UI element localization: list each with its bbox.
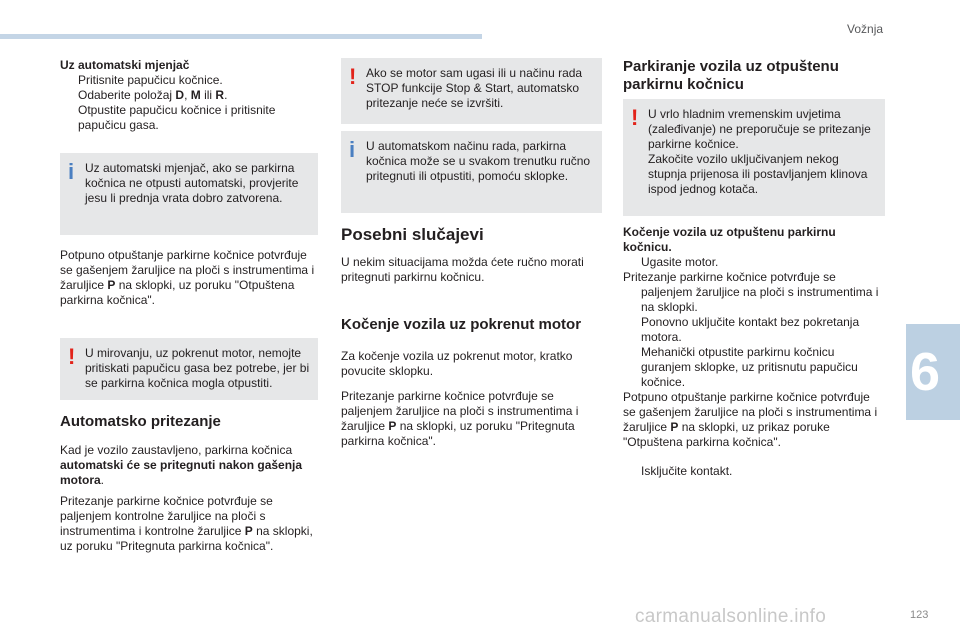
auto-apply-heading: Automatsko pritezanje: [60, 413, 221, 430]
special-cases-paragraph: U nekim situacijama možda ćete ručno morati pritegnuti parkirnu kočnicu.: [341, 255, 584, 284]
chapter-number: 6: [910, 342, 941, 402]
braking-procedure: [623, 225, 885, 390]
list-item: Isključite kontakt.: [641, 464, 733, 478]
info-note: i U automatskom načinu rada, parkirna kočnica može se u svakom trenutku ručno pritegnuti ili otpustiti, pomoću sklopke.: [341, 131, 602, 213]
release-confirm-paragraph: Potpuno otpuštanje parkirne kočnice potvrđuje se gašenjem žaruljice na ploči s instrumentima i žaruljice P na sklopki, uz poruku "Otpuštena parkirna kočnica".: [60, 248, 315, 307]
list-item: Pritisnite papučicu kočnice.: [78, 73, 223, 87]
list-item: Mehanički otpustite parkirnu kočnicu guranjem sklopke, uz pritisnutu papučicu kočnice.: [641, 345, 858, 389]
running-engine-confirm-paragraph: Pritezanje parkirne kočnice potvrđuje se paljenjem žaruljice na ploči s instrumentima i žaruljice P na sklopki, uz poruku "Pritegnuta parkirna kočnica".: [341, 389, 579, 448]
auto-gearbox-title: Uz automatski mjenjač: [60, 58, 190, 72]
list-item: Otpustite papučicu kočnice i pritisnite papučicu gasa.: [78, 103, 276, 132]
warning-icon: !: [349, 64, 357, 89]
warning-note: ! U vrlo hladnim vremenskim uvjetima (zaleđivanje) ne preporučuje se pritezanje parkirne kočnice. Zakočite vozilo uključivanjem nekog stupnja prijenosa ili postavljanjem klinova ispod jednog kotača.: [623, 99, 885, 216]
warning-note: ! Ako se motor sam ugasi ili u načinu rada STOP funkcije Stop & Start, automatsko pritezanje neće se izvršiti.: [341, 58, 602, 124]
list-item: Ugasite motor.: [641, 255, 719, 269]
info-note: i Uz automatski mjenjač, ako se parkirna kočnica ne otpusti automatski, provjerite jesu li prednja vrata dobro zatvorena.: [60, 153, 318, 235]
release-confirm-paragraph: Potpuno otpuštanje parkirne kočnice potvrđuje se gašenjem žaruljice na ploči s instrumentima i žaruljice P na sklopki, uz prikaz poruke "Otpuštena parkirna kočnica".: [623, 390, 878, 449]
warning-icon: !: [68, 344, 76, 369]
info-icon: i: [68, 159, 75, 184]
page-number: 123: [910, 609, 929, 621]
special-cases-heading: Posebni slučajevi: [341, 225, 484, 244]
braking-procedure-title: Kočenje vozila uz otpuštenu parkirnu kočnicu.: [623, 225, 836, 254]
list-item: Odaberite položaj D, M ili R.: [78, 88, 228, 102]
warning-note: ! U mirovanju, uz pokrenut motor, nemojte pritiskati papučicu gasa bez potrebe, jer bi se parkirna kočnica mogla otpustiti.: [60, 338, 318, 400]
header-accent-bar: [0, 34, 482, 39]
running-engine-paragraph: Za kočenje vozila uz pokrenut motor, kratko povucite sklopku.: [341, 349, 573, 378]
section-title: Vožnja: [847, 22, 884, 36]
watermark: carmanualsonline.info: [635, 606, 827, 627]
chapter-tab: [906, 324, 960, 420]
automatic-gearbox-steps: [60, 58, 322, 133]
running-engine-heading: Kočenje vozila uz pokrenut motor: [341, 316, 582, 333]
apply-confirm-text: Pritezanje parkirne kočnice potvrđuje se paljenjem žaruljice na ploči s instrumentima i na sklopki.: [623, 270, 879, 314]
auto-apply-paragraph: Kad je vozilo zaustavljeno, parkirna kočnica automatski će se pritegnuti nakon gašenja motora.: [60, 443, 303, 487]
info-icon: i: [349, 137, 356, 162]
parking-released-heading: Parkiranje vozila uz otpuštenu parkirnu kočnicu: [623, 58, 839, 93]
list-item: Ponovno uključite kontakt bez pokretanja motora.: [641, 315, 860, 344]
warning-icon: !: [631, 105, 639, 130]
auto-apply-confirm-paragraph: Pritezanje parkirne kočnice potvrđuje se paljenjem kontrolne žaruljice na ploči s instrumentima i kontrolne žaruljice P na sklopki, uz poruku "Pritegnuta parkirna kočnica".: [60, 494, 313, 553]
